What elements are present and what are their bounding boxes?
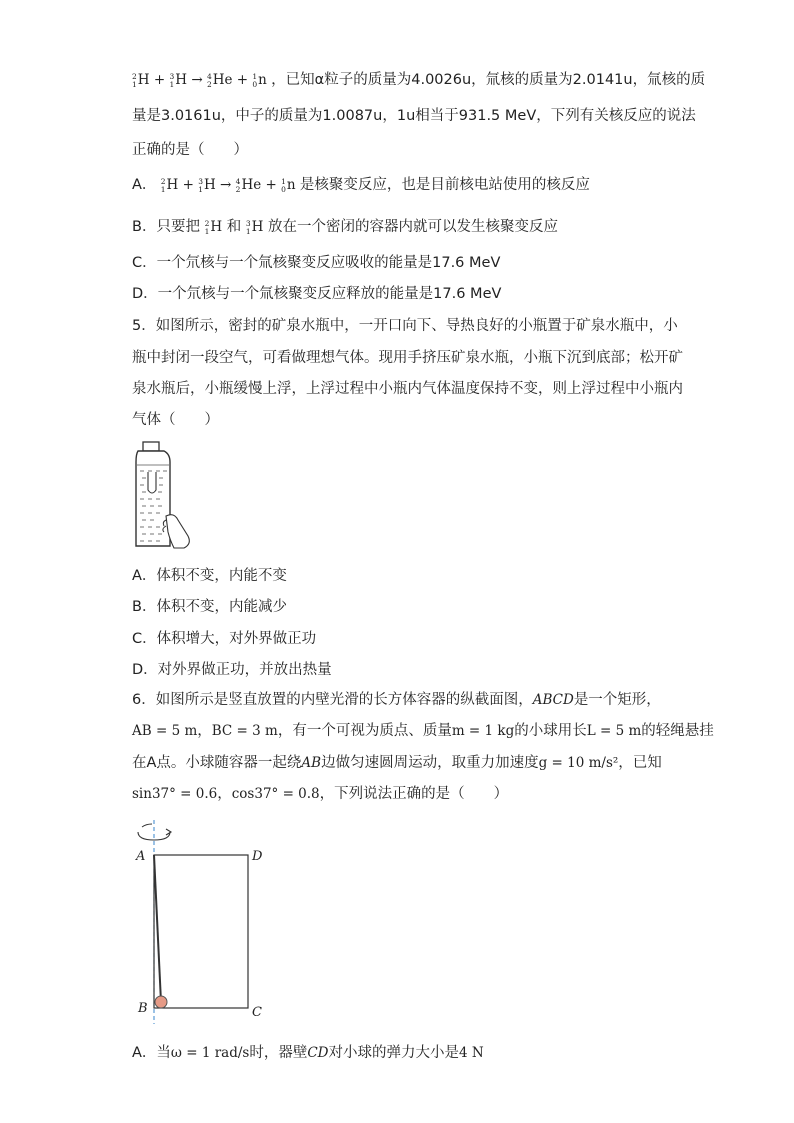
q5-option-d: D．对外界做正功，并放出热量 (132, 662, 332, 678)
q6-line-4: sin37° = 0.6，cos37° = 0.8，下列说法正确的是（ ） (132, 786, 509, 802)
q4-line-2: 量是3.0161u，中子的质量为1.0087u，1u相当于931.5 MeV，下列有关核反应的说法 (132, 108, 696, 124)
q6-line-3: 在A点。小球随容器一起绕AB边做匀速圆周运动，取重力加速度g = 10 m/s²，已知 (132, 755, 662, 771)
q4-option-c: C．一个氘核与一个氚核聚变反应吸收的能量是17.6 MeV (132, 255, 501, 271)
q4-option-b: B．只要把 2 1 H 和 3 1 H 放在一个密闭的容器内就可以发生核聚变反应 (132, 218, 559, 236)
rectangle-abcd (154, 855, 248, 1008)
q6-line-2: AB = 5 m，BC = 3 m，有一个可视为质点、质量m = 1 kg的小球用长L = 5 m的轻绳悬挂 (132, 723, 714, 739)
fusion-equation-a: 2 1 H + 3 1 H → 4 2 He + 1 0 n (160, 176, 296, 194)
q5-line-3: 泉水瓶后，小瓶缓慢上浮，上浮过程中小瓶内气体温度保持不变，则上浮过程中小瓶内 (132, 381, 683, 397)
q5-option-b: B．体积不变，内能减少 (132, 599, 287, 615)
fusion-equation: 2 1 H + 3 1 H → 4 2 He + 1 0 n (132, 71, 267, 89)
label-b: B (138, 1001, 148, 1016)
q5-line-1: 5．如图所示，密封的矿泉水瓶中，一开口向下、导热良好的小瓶置于矿泉水瓶中，小 (132, 318, 678, 334)
q4-line-1 (132, 70, 705, 90)
container-figure (124, 818, 274, 1024)
ball (155, 996, 167, 1008)
label-a: A (136, 849, 146, 864)
q5-option-c: C．体积增大，对外界做正功 (132, 631, 317, 647)
q4-line-3: 正确的是（ ） (132, 142, 248, 158)
q5-option-a: A．体积不变，内能不变 (132, 568, 287, 584)
q6-option-a: A．当ω = 1 rad/s时，器壁CD对小球的弹力大小是4 N (132, 1045, 484, 1061)
label-d: D (252, 849, 263, 864)
q4-option-a: A． 2 1 H + 3 1 H → 4 2 He + 1 0 n 是核聚变反应，也是目前核电站使用的核反应 (132, 176, 590, 194)
q5-line-2: 瓶中封闭一段空气，可看做理想气体。现用手挤压矿泉水瓶，小瓶下沉到底部；松开矿 (132, 350, 683, 366)
bottle-figure (130, 440, 200, 552)
q6-line-1: 6．如图所示是竖直放置的内壁光滑的长方体容器的纵截面图，ABCD是一个矩形， (132, 692, 661, 708)
q4-text-1: ，已知α粒子的质量为4.0026u，氚核的质量为2.0141u，氚核的质 (271, 72, 706, 88)
q5-line-4: 气体（ ） (132, 412, 219, 428)
q4-option-d: D．一个氘核与一个氚核聚变反应释放的能量是17.6 MeV (132, 286, 502, 302)
rope (154, 855, 161, 1002)
label-c: C (252, 1005, 262, 1020)
